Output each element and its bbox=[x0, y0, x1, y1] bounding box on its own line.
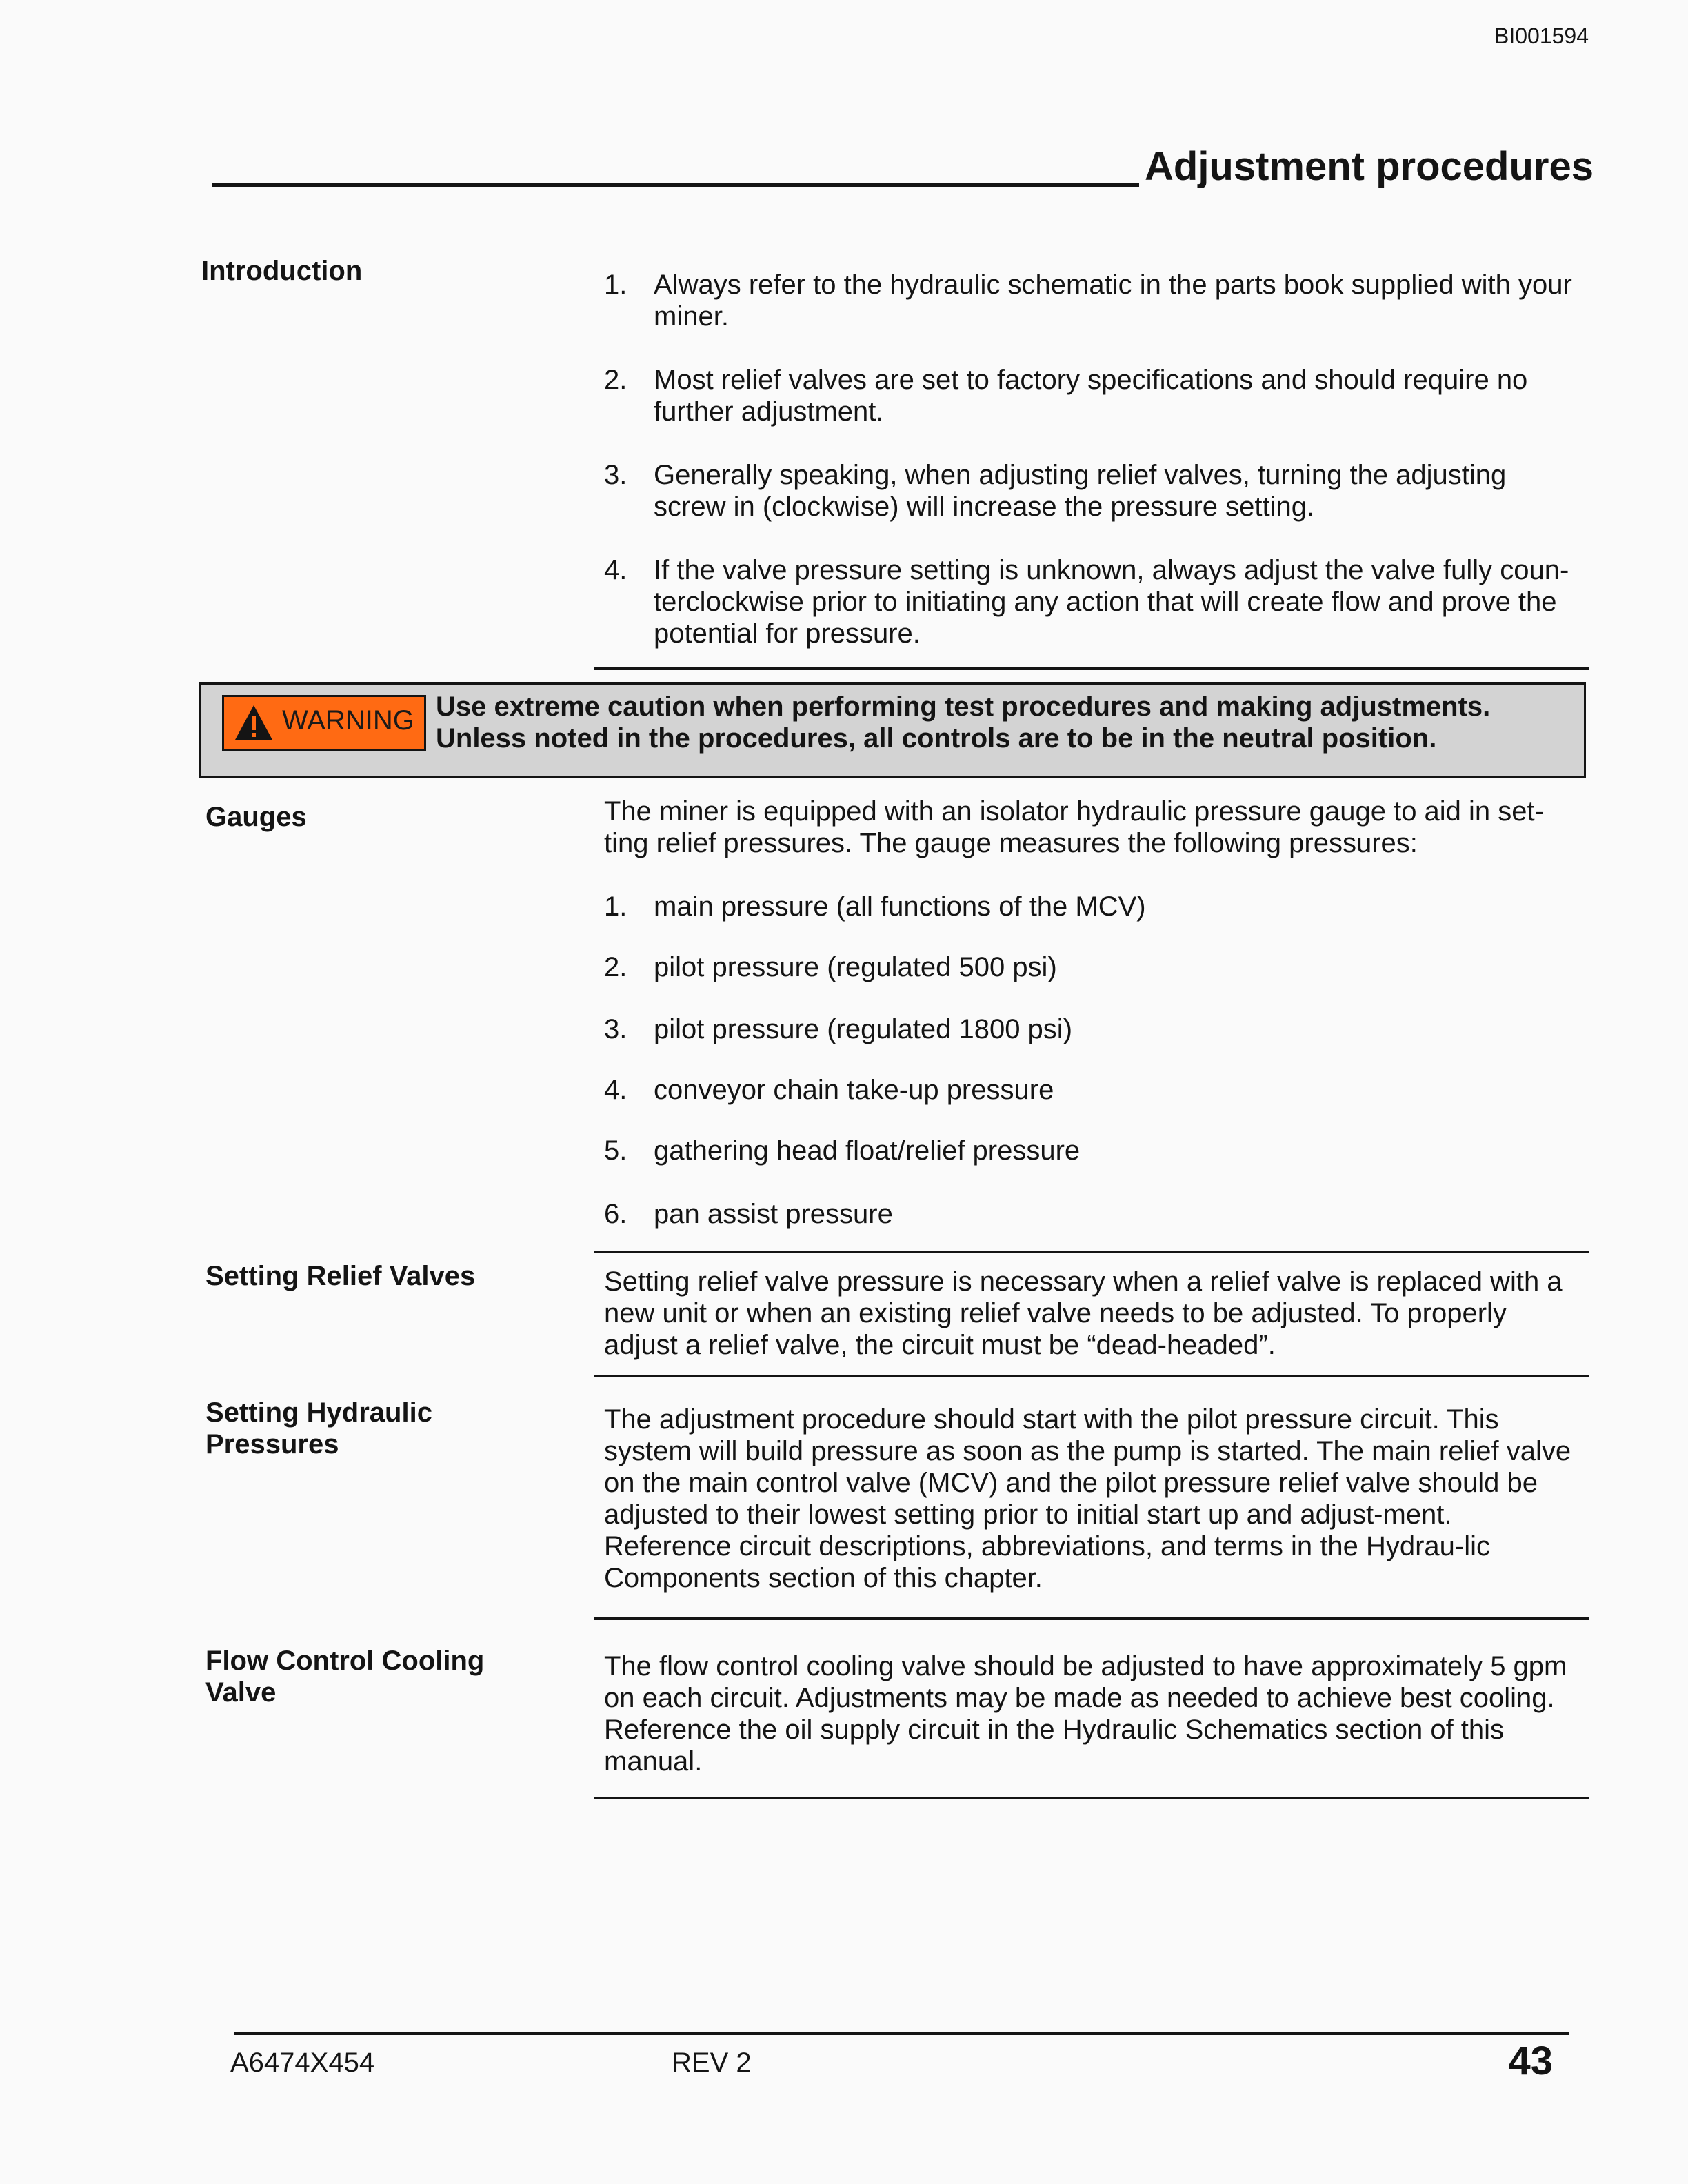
page-number: 43 bbox=[1508, 2039, 1553, 2083]
relief-valves-heading: Setting Relief Valves bbox=[205, 1261, 476, 1291]
heading-line-1: Setting Hydraulic bbox=[205, 1397, 432, 1428]
list-text: pan assist pressure bbox=[654, 1199, 893, 1229]
heading-line-2: Valve bbox=[205, 1677, 277, 1708]
footer-revision: REV 2 bbox=[672, 2048, 752, 2078]
list-text: conveyor chain take-up pressure bbox=[654, 1075, 1054, 1105]
list-text: Generally speaking, when adjusting relief valves, turning the adjusting screw in (clockwise) will increase the pressure setting. bbox=[654, 460, 1507, 522]
title-rule bbox=[212, 183, 1139, 187]
section-divider bbox=[594, 1617, 1589, 1620]
list-number: 5. bbox=[604, 1135, 627, 1166]
warning-triangle-icon bbox=[234, 704, 274, 741]
warning-line-2: Unless noted in the procedures, all controls are to be in the neutral position. bbox=[436, 723, 1437, 754]
list-number: 3. bbox=[604, 1014, 627, 1044]
heading-line-1: Flow Control Cooling bbox=[205, 1646, 485, 1676]
list-number: 6. bbox=[604, 1199, 627, 1229]
introduction-heading: Introduction bbox=[201, 256, 363, 286]
document-id: BI001594 bbox=[1494, 23, 1589, 48]
warning-label: WARNING bbox=[282, 705, 414, 736]
hydraulic-pressures-heading bbox=[205, 1397, 432, 1460]
list-text: main pressure (all functions of the MCV) bbox=[654, 891, 1146, 922]
list-number: 2. bbox=[604, 365, 627, 395]
intro-item-3 bbox=[604, 459, 1583, 523]
list-number: 4. bbox=[604, 555, 627, 585]
hydraulic-pressures-text: The adjustment procedure should start with the pilot pressure circuit. This system will build pressure as soon as the pump is started. The main relief valve on the main control valve (MCV) and the pilot pressure relief valve should be adjusted to their lowest setting prior to initial start up and adjust-ment. Reference circuit descriptions, abbreviations, and terms in the Hydrau-lic Components section of this chapter. bbox=[604, 1404, 1571, 1593]
intro-item-1 bbox=[604, 269, 1583, 332]
gauges-heading: Gauges bbox=[205, 802, 307, 832]
list-text: pilot pressure (regulated 1800 psi) bbox=[654, 1014, 1073, 1044]
section-divider bbox=[594, 667, 1589, 670]
warning-message bbox=[436, 691, 1580, 754]
list-text: If the valve pressure setting is unknown, always adjust the valve fully coun-terclockwise prior to initiating any action that will create flow and prove the potential for pressure. bbox=[654, 555, 1569, 649]
heading-line-2: Pressures bbox=[205, 1429, 339, 1459]
list-number: 1. bbox=[604, 891, 627, 922]
section-divider bbox=[594, 1797, 1589, 1799]
warning-line-1: Use extreme caution when performing test procedures and making adjustments. bbox=[436, 691, 1491, 722]
list-text: gathering head float/relief pressure bbox=[654, 1135, 1081, 1166]
list-number: 1. bbox=[604, 270, 627, 300]
list-number: 2. bbox=[604, 952, 627, 982]
warning-badge bbox=[222, 695, 426, 751]
intro-item-2 bbox=[604, 364, 1583, 427]
intro-item-4 bbox=[604, 554, 1583, 649]
footer-rule bbox=[234, 2032, 1569, 2035]
list-text: Most relief valves are set to factory specifications and should require no further adjustment. bbox=[654, 365, 1528, 427]
list-number: 3. bbox=[604, 460, 627, 490]
flow-control-text: The flow control cooling valve should be adjusted to have approximately 5 gpm on each circuit. Adjustments may be made as needed to achieve best cooling. Reference the oil supply circuit in the Hydraulic Schematics section of this manual. bbox=[604, 1651, 1567, 1777]
list-text: Always refer to the hydraulic schematic in the parts book supplied with your miner. bbox=[654, 270, 1572, 332]
list-number: 4. bbox=[604, 1075, 627, 1105]
section-divider bbox=[594, 1251, 1589, 1253]
page-title: Adjustment procedures bbox=[1145, 144, 1594, 189]
section-divider bbox=[594, 1375, 1589, 1377]
gauges-intro: The miner is equipped with an isolator hydraulic pressure gauge to aid in set-ting relief pressures. The gauge measures the following pressures: bbox=[604, 796, 1544, 858]
list-text: pilot pressure (regulated 500 psi) bbox=[654, 952, 1057, 982]
relief-valves-text: Setting relief valve pressure is necessary when a relief valve is replaced with a new unit or when an existing relief valve needs to be adjusted. To properly adjust a relief valve, the circuit must be “dead-headed”. bbox=[604, 1266, 1563, 1360]
flow-control-heading bbox=[205, 1645, 484, 1708]
footer-doc-number: A6474X454 bbox=[230, 2048, 375, 2078]
